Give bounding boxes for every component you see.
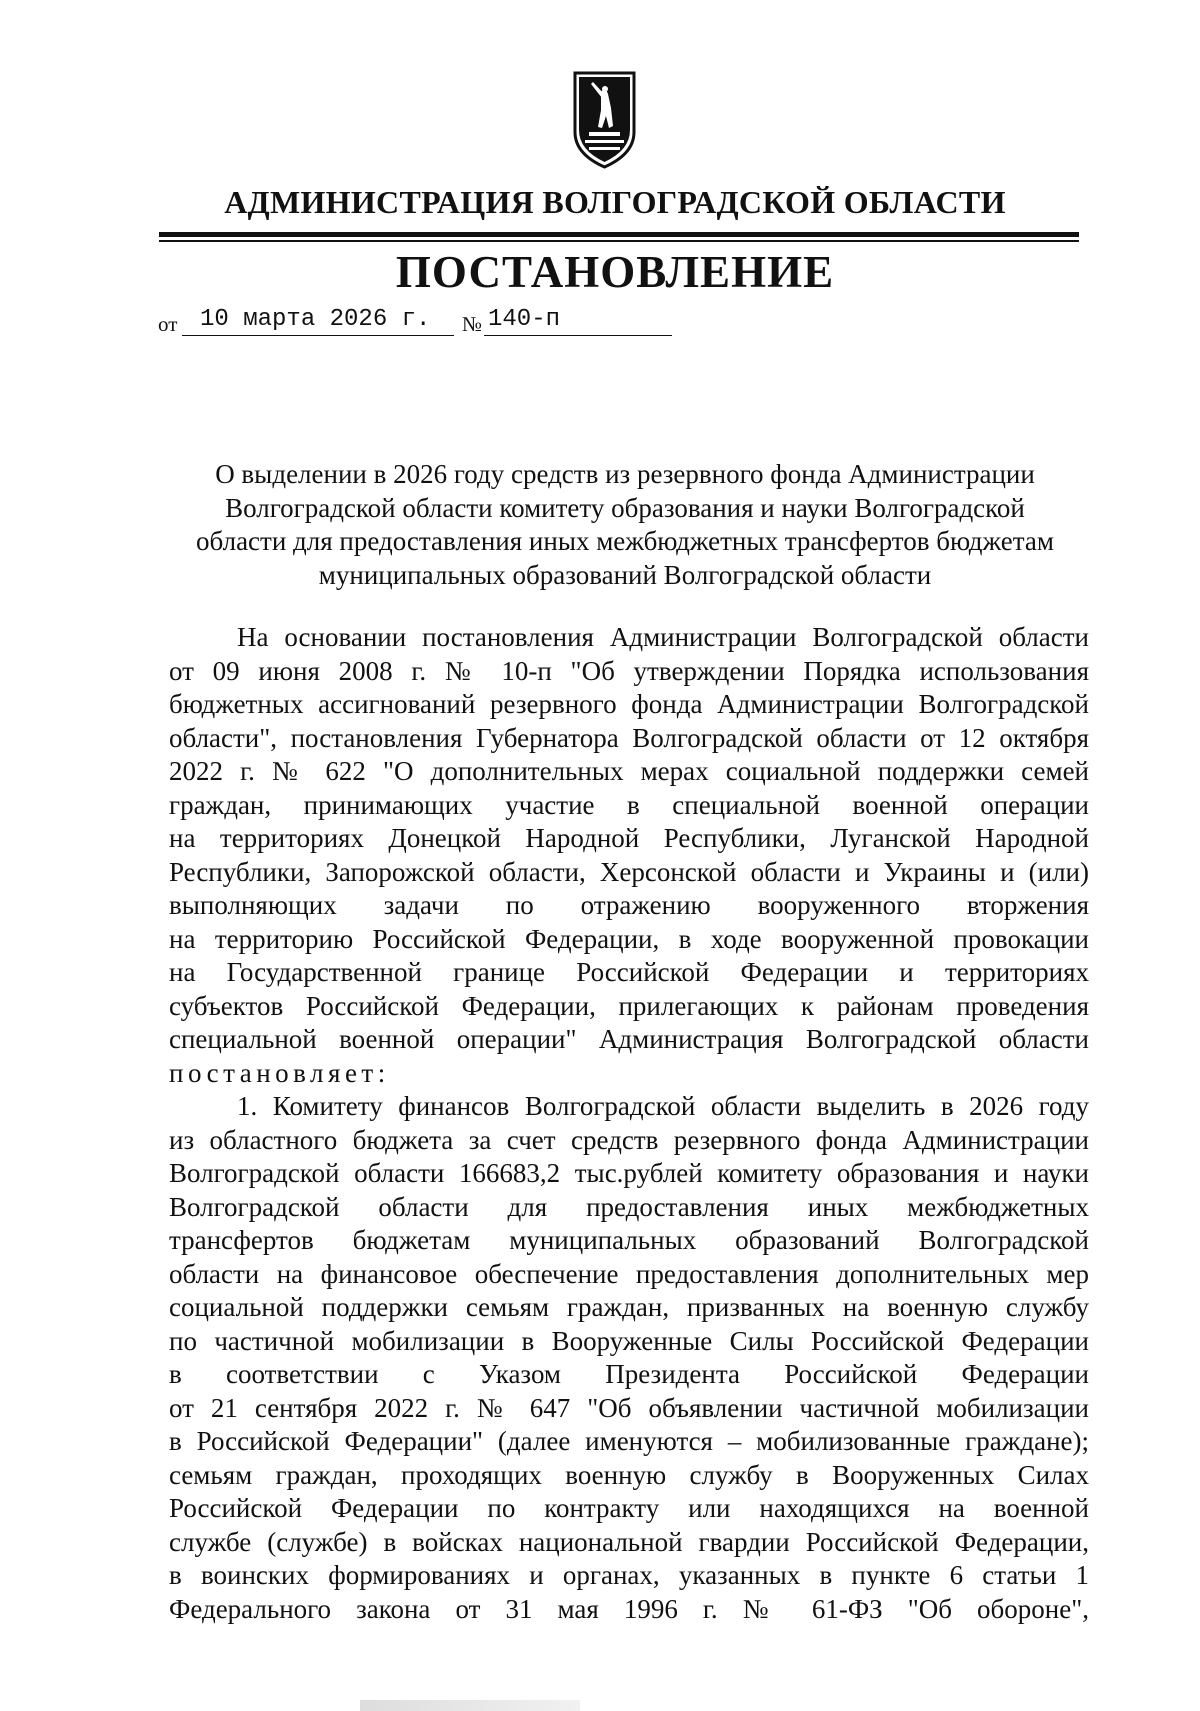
body-line: на Государственной границе Российской Федерации и территориях [169, 957, 1089, 987]
document-subject [165, 458, 1085, 592]
body-line-resolves: постановляет: [169, 1057, 390, 1088]
body-line: Федерального закона от 31 мая 1996 г. № 61-ФЗ "Об обороне", [169, 1593, 1089, 1624]
body-line: от 09 июня 2008 г. № 10-п "Об утверждении Порядка использования [169, 655, 1089, 686]
body-line: Республики, Запорожской области, Херсонской области и Украины и (или) [169, 856, 1089, 887]
body-line: службе (службе) в войсках национальной гвардии Российской Федерации, [169, 1526, 1089, 1557]
body-line: по частичной мобилизации в Вооруженные Силы Российской Федерации [169, 1325, 1089, 1356]
subject-line: области для предоставления иных межбюджетных трансфертов бюджетам [196, 526, 1054, 556]
body-line: 1. Комитету финансов Волгоградской области выделить в 2026 году [237, 1091, 1089, 1121]
subject-line: О выделении в 2026 году средств из резервного фонда Администрации [215, 459, 1035, 489]
body-line: Волгоградской области 166683,2 тыс.рублей комитету образования и науки [169, 1158, 1089, 1188]
date-prefix: от [158, 312, 178, 336]
scan-smudge [360, 1700, 580, 1711]
number-prefix: № [462, 312, 483, 336]
body-line: 2022 г. № 622 "О дополнительных мерах социальной поддержки семей [169, 756, 1089, 786]
body-line: в соответствии с Указом Президента Российской Федерации [169, 1359, 1089, 1389]
coat-of-arms-icon [571, 70, 638, 170]
body-line: граждан, принимающих участие в специальной военной операции [169, 789, 1089, 820]
number-underline [484, 335, 672, 336]
document-date: 10 марта 2026 г. [200, 306, 431, 333]
document-number: 140-п [488, 306, 561, 333]
document-body [169, 621, 1089, 1626]
body-line: субъектов Российской Федерации, прилегающих к районам проведения [169, 990, 1089, 1021]
body-line: в воинских формированиях и органах, указанных в пункте 6 статьи 1 [169, 1560, 1089, 1590]
date-underline [182, 335, 454, 336]
body-line: области на финансовое обеспечение предоставления дополнительных мер [169, 1258, 1089, 1289]
body-line: выполняющих задачи по отражению вооруженного вторжения [169, 890, 1089, 920]
body-line: области", постановления Губернатора Волгоградской области от 12 октября [169, 722, 1089, 753]
subject-line: муниципальных образований Волгоградской области [318, 559, 932, 590]
body-line: в Российской Федерации" (далее именуются – мобилизованные граждане); [169, 1426, 1089, 1456]
header-divider-thin [159, 240, 1079, 242]
body-line: трансфертов бюджетам муниципальных образований Волгоградской [169, 1225, 1089, 1255]
header-divider-thick [159, 232, 1079, 237]
body-line: Волгоградской области для предоставления иных межбюджетных [169, 1191, 1089, 1222]
body-line: семьям граждан, проходящих военную службу в Вооруженных Силах [169, 1459, 1089, 1490]
body-line: на территориях Донецкой Народной Республики, Луганской Народной [169, 823, 1089, 853]
body-line: социальной поддержки семьям граждан, призванных на военную службу [169, 1292, 1089, 1322]
body-line: на территорию Российской Федерации, в ходе вооруженной провокации [169, 923, 1089, 954]
body-line: специальной военной операции" Администрация Волгоградской области [169, 1024, 1089, 1054]
organization-title: АДМИНИСТРАЦИЯ ВОЛГОГРАДСКОЙ ОБЛАСТИ [224, 184, 1006, 220]
body-line: На основании постановления Администрации Волгоградской области [237, 622, 1089, 652]
body-line: из областного бюджета за счет средств резервного фонда Администрации [169, 1124, 1089, 1155]
body-line: Российской Федерации по контракту или находящихся на военной [169, 1493, 1089, 1523]
subject-line: Волгоградской области комитету образования и науки Волгоградской [225, 492, 1025, 523]
document-type-title: ПОСТАНОВЛЕНИЕ [395, 247, 835, 297]
body-line: от 21 сентября 2022 г. № 647 "Об объявлении частичной мобилизации [169, 1392, 1089, 1423]
body-line: бюджетных ассигнований резервного фонда Администрации Волгоградской [169, 689, 1089, 719]
document-meta [158, 306, 758, 336]
